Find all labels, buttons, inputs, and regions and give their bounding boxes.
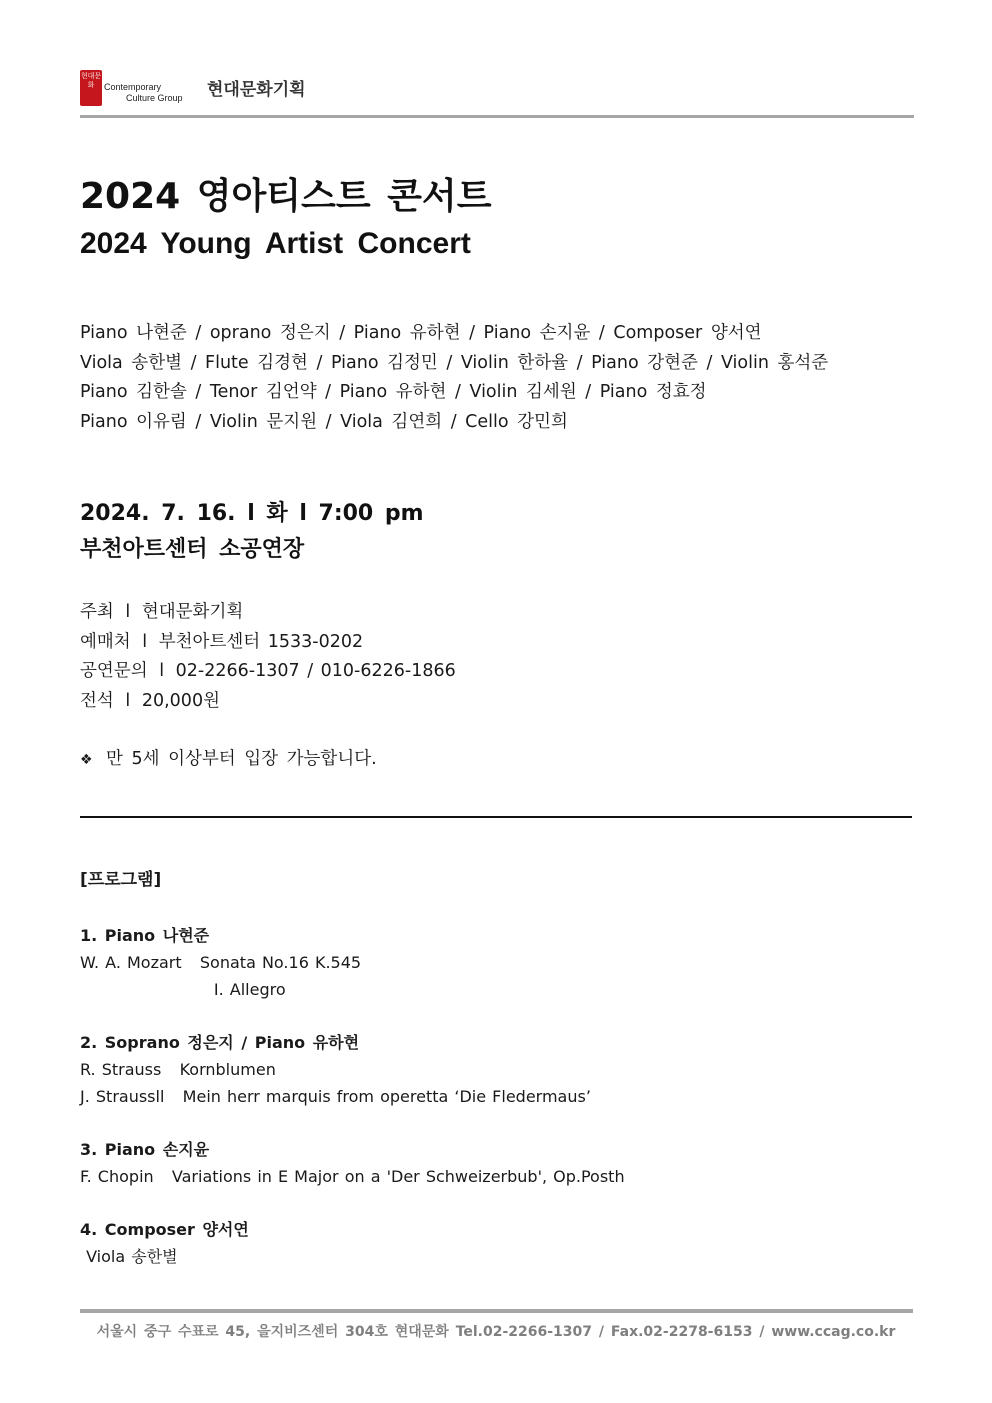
info-row-tickets xyxy=(80,628,456,658)
info-row-inquiry xyxy=(80,657,456,687)
info-sep: l xyxy=(125,690,131,711)
header-divider xyxy=(80,115,914,118)
title-korean: 2024 영아티스트 콘서트 xyxy=(80,176,492,217)
program-item xyxy=(80,1216,625,1270)
program-item xyxy=(80,1029,625,1110)
performers-line: Viola 송한별 / Flute 김경현 / Piano 김정민 / Violin 한하율 / Piano 강현준 / Violin 홍석준 xyxy=(80,352,829,373)
program-item-heading: 2. Soprano 정은지 / Piano 유하현 xyxy=(80,1033,360,1052)
program-item-line: R. Strauss Kornblumen xyxy=(80,1060,276,1079)
logo-line-2: Culture Group xyxy=(126,93,183,103)
program-item-heading: 3. Piano 손지윤 xyxy=(80,1140,210,1159)
logo-mark: 현대문화 xyxy=(80,70,102,106)
info-value: 20,000원 xyxy=(141,690,220,711)
section-divider xyxy=(80,816,912,818)
program-item-line: I. Allegro xyxy=(80,980,286,999)
info-label: 예매처 xyxy=(80,631,131,652)
logo-line-1: Contemporary xyxy=(104,82,162,92)
program-item-line: Viola 송한별 xyxy=(80,1247,178,1266)
info-label: 주최 xyxy=(80,602,114,622)
info-sep: l xyxy=(159,661,165,681)
performers-line: Piano 나현준 / oprano 정은지 / Piano 유하현 / Piano 손지윤 / Composer 양서연 xyxy=(80,323,762,343)
info-row-host xyxy=(80,598,456,628)
info-label: 전석 xyxy=(80,690,114,711)
title-english: 2024 Young Artist Concert xyxy=(80,227,471,260)
program-item-line: F. Chopin Variations in E Major on a 'Der Schweizerbub', Op.Posth xyxy=(80,1167,625,1186)
footer-divider xyxy=(80,1309,913,1313)
performers-line: Piano 이유림 / Violin 문지원 / Viola 김연희 / Cello 강민희 xyxy=(80,411,568,432)
concert-date: 2024. 7. 16. l 화 l 7:00 pm xyxy=(80,501,424,526)
program-item-line: J. Straussll Mein herr marquis from operetta ‘Die Fledermaus’ xyxy=(80,1087,591,1106)
notice-text: 만 5세 이상부터 입장 가능합니다. xyxy=(106,749,377,769)
program-item-heading: 4. Composer 양서연 xyxy=(80,1220,249,1239)
brand-name: 현대문화기획 xyxy=(207,80,306,100)
info-value: 부천아트센터 1533-0202 xyxy=(158,631,364,652)
diamond-bullet-icon: ❖ xyxy=(80,752,93,768)
info-row-price xyxy=(80,687,456,717)
age-notice xyxy=(80,745,377,770)
program-item-line: W. A. Mozart Sonata No.16 K.545 xyxy=(80,953,362,972)
performers-line: Piano 김한솔 / Tenor 김언약 / Piano 유하현 / Violin 김세원 / Piano 정효정 xyxy=(80,382,707,402)
program-item xyxy=(80,922,625,1003)
program-section xyxy=(80,865,625,1296)
concert-venue: 부천아트센터 소공연장 xyxy=(80,537,305,562)
footer-address: 서울시 중구 수표로 45, 을지비즈센터 304호 현대문화 Tel.02-2266-1307 / Fax.02-2278-6153 / www.ccag.co.kr xyxy=(96,1324,896,1340)
performers-list xyxy=(80,319,828,437)
info-value: 02-2266-1307 / 010-6226-1866 xyxy=(175,661,456,681)
program-title: [프로그램] xyxy=(80,870,162,890)
info-sep: l xyxy=(142,631,148,652)
info-sep: l xyxy=(125,602,131,622)
info-block xyxy=(80,598,456,716)
logo-text xyxy=(104,82,183,104)
info-label: 공연문의 xyxy=(80,661,148,681)
program-item-heading: 1. Piano 나현준 xyxy=(80,926,210,945)
info-value: 현대문화기획 xyxy=(141,602,244,622)
program-item xyxy=(80,1136,625,1190)
